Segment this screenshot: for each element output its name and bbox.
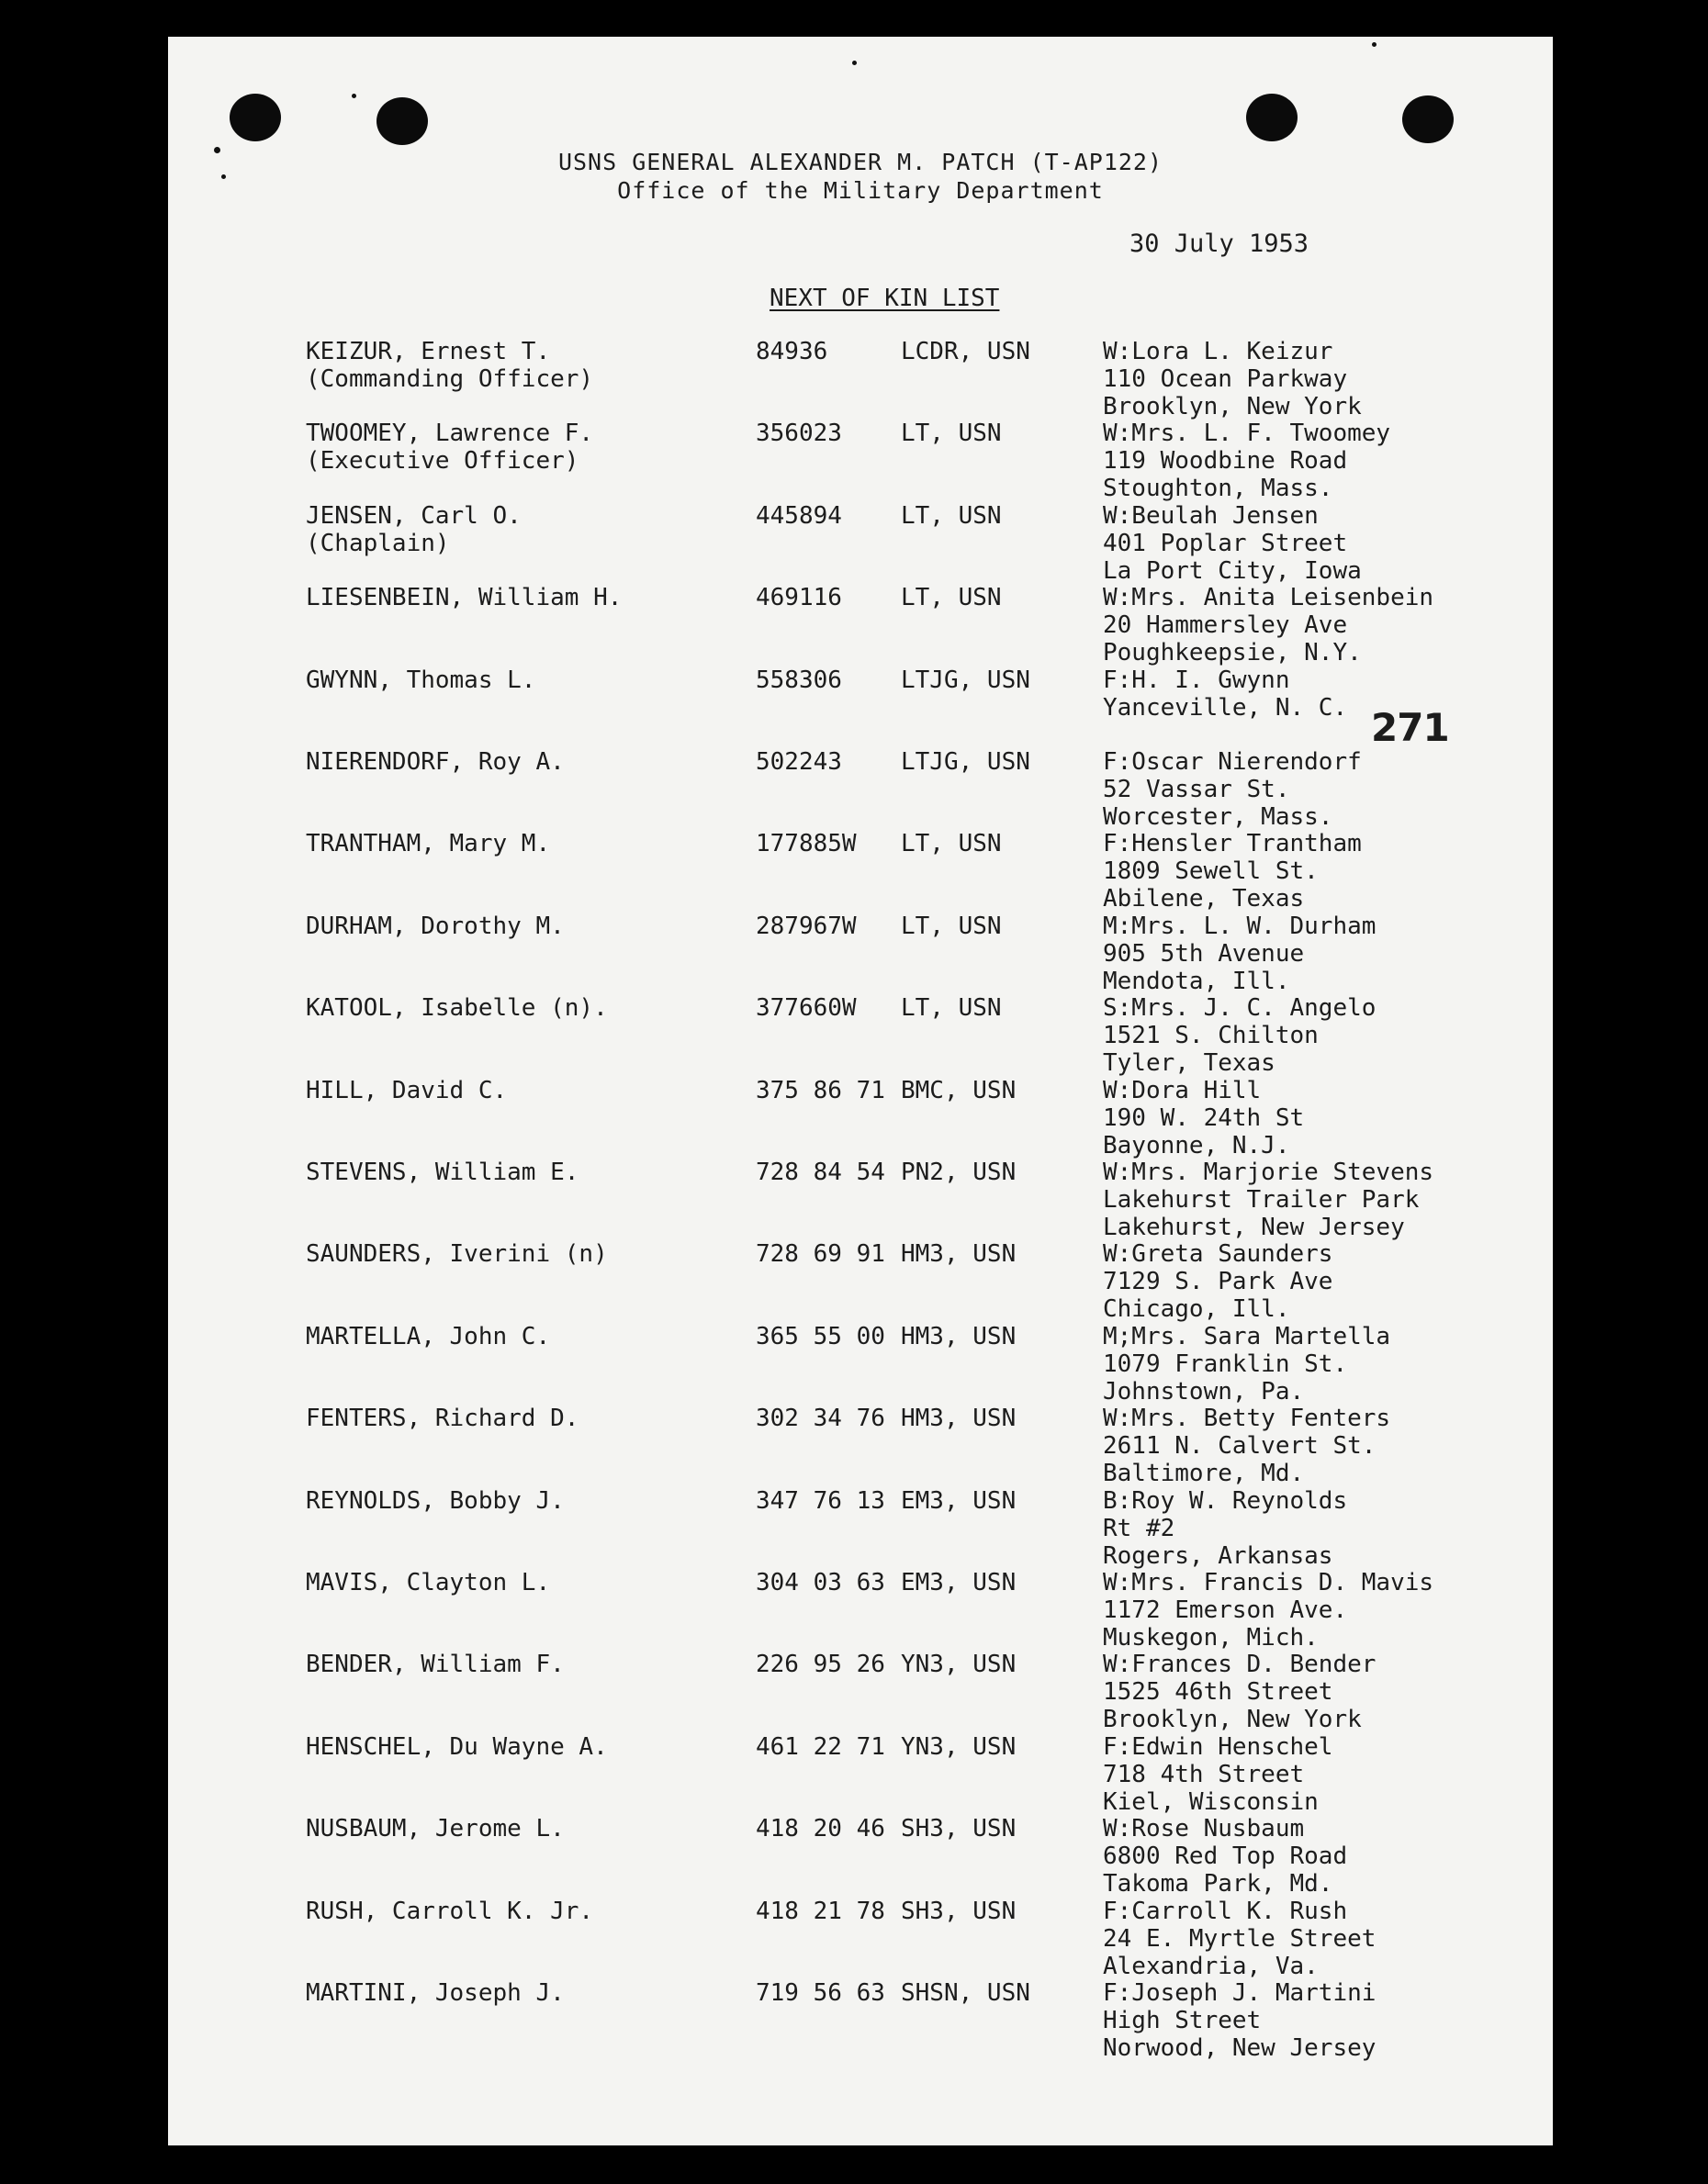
kin-line: 52 Vassar St. — [1103, 776, 1290, 803]
rank: LT, USN — [901, 830, 1002, 858]
kin-line: W:Dora Hill — [1103, 1076, 1262, 1104]
next-of-kin — [1103, 748, 1362, 831]
rank: LT, USN — [901, 912, 1002, 940]
kin-line: Kiel, Wisconsin — [1103, 1787, 1319, 1816]
kin-line: Lakehurst, New Jersey — [1103, 1214, 1405, 1241]
list-item — [168, 666, 1553, 749]
kin-line: Yanceville, N. C. — [1103, 693, 1348, 722]
kin-line: 1079 Franklin St. — [1103, 1350, 1348, 1378]
next-of-kin — [1103, 1979, 1376, 2062]
next-of-kin — [1103, 1569, 1433, 1652]
kin-line: Takoma Park, Md. — [1103, 1870, 1333, 1898]
service-number: 461 22 71 — [756, 1732, 885, 1761]
next-of-kin — [1103, 584, 1433, 666]
person-name: KEIZUR, Ernest T. — [306, 338, 551, 365]
kin-line: Mendota, Ill. — [1103, 967, 1290, 995]
next-of-kin — [1103, 1815, 1347, 1898]
kin-line: W:Mrs. Francis D. Mavis — [1103, 1569, 1434, 1596]
person-name-block — [306, 1487, 565, 1515]
person-name: LIESENBEIN, William H. — [306, 584, 623, 612]
rank: LT, USN — [901, 584, 1002, 612]
kin-line: F:Joseph J. Martini — [1103, 1979, 1377, 2007]
document-page — [168, 37, 1553, 2145]
rank: SHSN, USN — [901, 1979, 1030, 2007]
rank: YN3, USN — [901, 1651, 1017, 1679]
person-name: STEVENS, William E. — [306, 1159, 579, 1186]
list-item — [168, 338, 1553, 420]
next-of-kin — [1103, 994, 1376, 1077]
kin-line: 1525 46th Street — [1103, 1678, 1333, 1707]
kin-line: F:Edwin Henschel — [1103, 1732, 1333, 1761]
kin-line: Brooklyn, New York — [1103, 1706, 1362, 1734]
person-name-block — [306, 1323, 550, 1350]
kin-line: Chicago, Ill. — [1103, 1295, 1290, 1324]
kin-line: F:Carroll K. Rush — [1103, 1897, 1348, 1925]
list-item — [168, 1405, 1553, 1487]
next-of-kin — [1103, 1240, 1332, 1323]
person-name-block — [306, 1405, 579, 1432]
person-name-block — [306, 584, 622, 611]
rank: HM3, USN — [901, 1322, 1017, 1350]
person-name: MARTINI, Joseph J. — [306, 1979, 565, 2007]
service-number: 377660W — [756, 994, 857, 1023]
document-date: 30 July 1953 — [1129, 230, 1309, 258]
kin-line: 6800 Red Top Road — [1103, 1842, 1348, 1871]
list-item — [168, 1323, 1553, 1406]
person-name: REYNOLDS, Bobby J. — [306, 1486, 565, 1515]
kin-line: F:H. I. Gwynn — [1103, 666, 1290, 694]
list-item — [168, 1077, 1553, 1159]
kin-line: 20 Hammersley Ave — [1103, 611, 1348, 640]
service-number: 375 86 71 — [756, 1076, 885, 1104]
person-name-block — [306, 1077, 507, 1104]
list-item — [168, 1487, 1553, 1570]
person-name: HILL, David C. — [306, 1076, 508, 1104]
kin-line: Tyler, Texas — [1103, 1049, 1275, 1078]
list-item — [168, 748, 1553, 831]
next-of-kin — [1103, 1323, 1390, 1406]
kin-line: 718 4th Street — [1103, 1760, 1305, 1788]
person-name: GWYNN, Thomas L. — [306, 666, 536, 694]
next-of-kin — [1103, 1651, 1376, 1733]
rank: SH3, USN — [901, 1815, 1017, 1843]
person-name: TWOOMEY, Lawrence F. — [306, 420, 594, 448]
next-of-kin — [1103, 1077, 1304, 1159]
service-number: 226 95 26 — [756, 1651, 885, 1679]
kin-line: W:Mrs. L. F. Twoomey — [1103, 420, 1391, 448]
kin-line: Norwood, New Jersey — [1103, 2034, 1377, 2062]
kin-line: 24 E. Myrtle Street — [1103, 1924, 1377, 1953]
service-number: 347 76 13 — [756, 1486, 885, 1515]
next-of-kin — [1103, 420, 1390, 502]
next-of-kin — [1103, 338, 1362, 420]
service-number: 304 03 63 — [756, 1569, 885, 1596]
kin-line: 190 W. 24th St — [1103, 1103, 1305, 1132]
service-number: 445894 — [756, 501, 842, 530]
punch-hole-1 — [230, 94, 281, 141]
ink-speck — [352, 94, 356, 98]
person-role: (Chaplain) — [306, 529, 450, 557]
list-item — [168, 1815, 1553, 1898]
ink-speck — [1372, 42, 1377, 47]
next-of-kin — [1103, 1898, 1376, 1980]
person-name: RUSH, Carroll K. Jr. — [306, 1897, 594, 1925]
rank: HM3, USN — [901, 1405, 1017, 1433]
service-number: 177885W — [756, 830, 857, 858]
person-name: MAVIS, Clayton L. — [306, 1569, 551, 1596]
rank: BMC, USN — [901, 1076, 1017, 1104]
kin-line: 1172 Emerson Ave. — [1103, 1596, 1348, 1624]
list-item — [168, 1733, 1553, 1816]
punch-hole-2 — [376, 97, 428, 145]
rank: SH3, USN — [901, 1897, 1017, 1925]
kin-line: Stoughton, Mass. — [1103, 475, 1333, 503]
next-of-kin — [1103, 830, 1362, 913]
rank: LT, USN — [901, 501, 1002, 530]
person-name: JENSEN, Carl O. — [306, 501, 522, 530]
punch-hole-4 — [1402, 95, 1454, 143]
person-name-block — [306, 1979, 565, 2007]
service-number: 728 84 54 — [756, 1159, 885, 1186]
page-number-stamp: 271 — [1371, 705, 1449, 750]
kin-line: 1521 S. Chilton — [1103, 1022, 1319, 1050]
person-name-block — [306, 913, 565, 940]
rank: EM3, USN — [901, 1569, 1017, 1596]
person-role: (Executive Officer) — [306, 447, 579, 476]
kin-line: Lakehurst Trailer Park — [1103, 1186, 1420, 1214]
kin-line: W:Mrs. Marjorie Stevens — [1103, 1159, 1434, 1186]
kin-line: Alexandria, Va. — [1103, 1952, 1319, 1980]
list-item — [168, 1240, 1553, 1323]
person-name-block — [306, 748, 565, 776]
next-of-kin — [1103, 666, 1347, 722]
rank: LT, USN — [901, 994, 1002, 1023]
kin-line: Brooklyn, New York — [1103, 393, 1362, 420]
person-name: NUSBAUM, Jerome L. — [306, 1815, 565, 1843]
kin-line: B:Roy W. Reynolds — [1103, 1486, 1348, 1515]
kin-line: High Street — [1103, 2007, 1262, 2034]
list-item — [168, 502, 1553, 585]
service-number: 558306 — [756, 666, 842, 694]
kin-line: W:Beulah Jensen — [1103, 501, 1319, 530]
service-number: 287967W — [756, 912, 857, 940]
list-item — [168, 1159, 1553, 1241]
service-number: 502243 — [756, 748, 842, 776]
kin-line: Bayonne, N.J. — [1103, 1131, 1290, 1159]
service-number: 469116 — [756, 584, 842, 612]
kin-line: Abilene, Texas — [1103, 885, 1305, 913]
rank: HM3, USN — [901, 1240, 1017, 1269]
kin-line: F:Hensler Trantham — [1103, 830, 1362, 858]
rank: LT, USN — [901, 420, 1002, 448]
list-item — [168, 1898, 1553, 1980]
kin-line: Rogers, Arkansas — [1103, 1541, 1333, 1570]
service-number: 728 69 91 — [756, 1240, 885, 1269]
kin-line: M:Mrs. L. W. Durham — [1103, 912, 1377, 940]
person-name: DURHAM, Dorothy M. — [306, 912, 565, 940]
service-number: 84936 — [756, 338, 828, 365]
person-name-block — [306, 1815, 565, 1842]
list-item — [168, 830, 1553, 913]
punch-hole-3 — [1246, 94, 1298, 141]
service-number: 302 34 76 — [756, 1405, 885, 1433]
kin-line: 7129 S. Park Ave — [1103, 1268, 1333, 1296]
rank: LCDR, USN — [901, 338, 1030, 365]
kin-line: W:Rose Nusbaum — [1103, 1815, 1305, 1843]
office-name: Office of the Military Department — [617, 177, 1104, 204]
person-name-block — [306, 1898, 593, 1925]
person-name: KATOOL, Isabelle (n). — [306, 994, 608, 1023]
person-name: TRANTHAM, Mary M. — [306, 830, 551, 858]
person-role: (Commanding Officer) — [306, 365, 594, 393]
next-of-kin — [1103, 1405, 1390, 1487]
service-number: 418 21 78 — [756, 1897, 885, 1925]
service-number: 418 20 46 — [756, 1815, 885, 1843]
list-item — [168, 994, 1553, 1077]
person-name-block — [306, 1240, 608, 1268]
rank: PN2, USN — [901, 1159, 1017, 1186]
person-name-block — [306, 666, 535, 694]
kin-line: 2611 N. Calvert St. — [1103, 1432, 1377, 1461]
kin-line: W:Mrs. Anita Leisenbein — [1103, 584, 1434, 612]
person-name-block — [306, 502, 522, 557]
person-name: FENTERS, Richard D. — [306, 1405, 579, 1433]
list-title: NEXT OF KIN LIST — [770, 285, 1000, 312]
kin-line: W:Lora L. Keizur — [1103, 338, 1333, 365]
person-name-block — [306, 1651, 565, 1678]
kin-line: S:Mrs. J. C. Angelo — [1103, 994, 1377, 1023]
kin-line: 401 Poplar Street — [1103, 529, 1348, 557]
kin-line: La Port City, Iowa — [1103, 556, 1362, 585]
person-name-block — [306, 1159, 579, 1186]
rank: EM3, USN — [901, 1486, 1017, 1515]
person-name-block — [306, 338, 593, 393]
next-of-kin — [1103, 502, 1362, 585]
ship-name: USNS GENERAL ALEXANDER M. PATCH (T-AP122) — [557, 149, 1163, 175]
person-name: MARTELLA, John C. — [306, 1322, 551, 1350]
kin-line: M;Mrs. Sara Martella — [1103, 1322, 1391, 1350]
list-item — [168, 420, 1553, 502]
person-name: NIERENDORF, Roy A. — [306, 748, 565, 776]
list-item — [168, 1569, 1553, 1652]
kin-line: 119 Woodbine Road — [1103, 447, 1348, 476]
next-of-kin — [1103, 913, 1376, 995]
person-name-block — [306, 1569, 550, 1596]
list-item — [168, 1979, 1553, 2062]
kin-line: F:Oscar Nierendorf — [1103, 748, 1362, 776]
person-name: BENDER, William F. — [306, 1651, 565, 1679]
kin-line: Rt #2 — [1103, 1514, 1175, 1542]
kin-line: Baltimore, Md. — [1103, 1460, 1305, 1488]
kin-line: W:Mrs. Betty Fenters — [1103, 1405, 1391, 1433]
kin-line: W:Greta Saunders — [1103, 1240, 1333, 1269]
kin-line: Muskegon, Mich. — [1103, 1624, 1319, 1652]
next-of-kin — [1103, 1159, 1433, 1241]
list-item — [168, 913, 1553, 995]
kin-line: Poughkeepsie, N.Y. — [1103, 639, 1362, 667]
kin-line: 905 5th Avenue — [1103, 939, 1305, 968]
person-name-block — [306, 1733, 608, 1761]
rank: LTJG, USN — [901, 748, 1030, 776]
next-of-kin — [1103, 1487, 1347, 1570]
person-name-block — [306, 830, 550, 857]
rank: YN3, USN — [901, 1732, 1017, 1761]
kin-line: W:Frances D. Bender — [1103, 1651, 1377, 1679]
next-of-kin — [1103, 1733, 1332, 1816]
person-name-block — [306, 994, 608, 1022]
person-name-block — [306, 420, 593, 475]
person-name: HENSCHEL, Du Wayne A. — [306, 1732, 608, 1761]
list-item — [168, 584, 1553, 666]
ink-speck — [852, 61, 857, 65]
rank: LTJG, USN — [901, 666, 1030, 694]
service-number: 365 55 00 — [756, 1322, 885, 1350]
person-name: SAUNDERS, Iverini (n) — [306, 1240, 608, 1269]
service-number: 719 56 63 — [756, 1979, 885, 2007]
kin-line: 110 Ocean Parkway — [1103, 365, 1348, 393]
list-item — [168, 1651, 1553, 1733]
kin-line: Johnstown, Pa. — [1103, 1377, 1305, 1406]
kin-line: Worcester, Mass. — [1103, 803, 1333, 831]
service-number: 356023 — [756, 420, 842, 448]
kin-line: 1809 Sewell St. — [1103, 857, 1319, 886]
